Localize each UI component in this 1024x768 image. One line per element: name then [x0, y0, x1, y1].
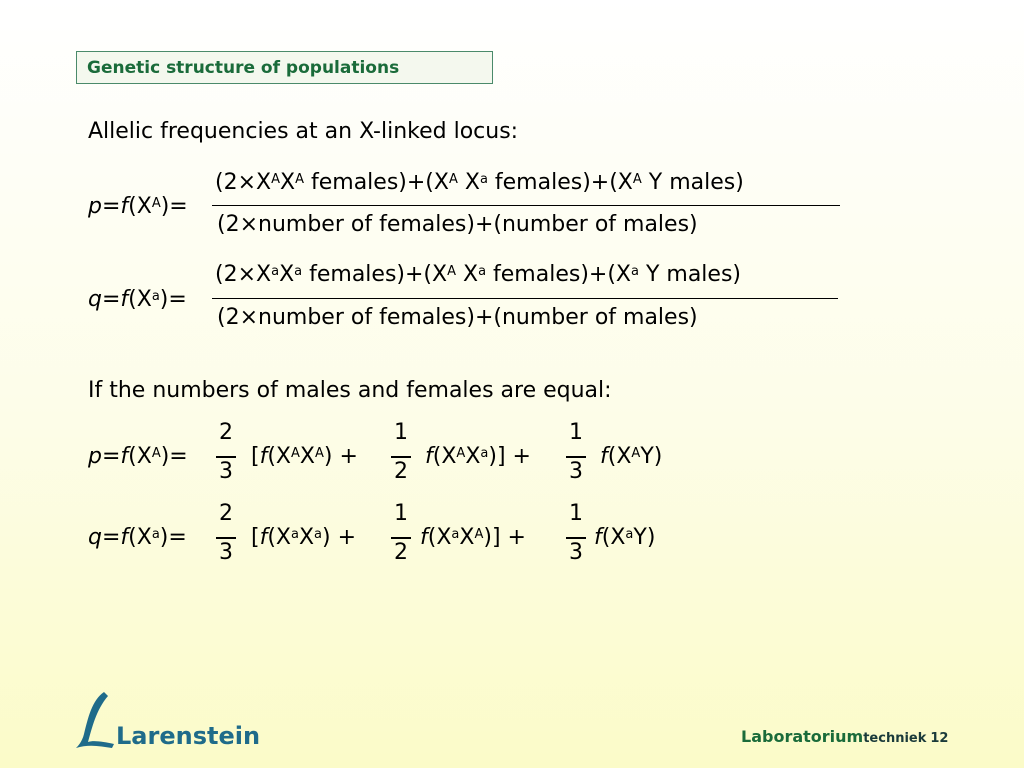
- eq-p2-frac3-den: 3: [569, 459, 583, 484]
- equal-condition-text: If the numbers of males and females are equal:: [88, 378, 612, 403]
- eq-q-numerator: ($2\times X^aX^a$ $females)+(X^A$ $X^a$ $females)+(X^a$ Y males): [215, 262, 741, 287]
- eq-q-lhs: $q=f(X^a)=$: [88, 287, 187, 312]
- eq-q2-frac1-den: 3: [219, 540, 233, 565]
- intro-text: Allelic frequencies at an X-linked locus:: [88, 119, 519, 144]
- eq-p2-frac1-den: 3: [219, 459, 233, 484]
- page-number: 12: [930, 731, 949, 746]
- eq-p2-frac3-num: 1: [569, 420, 583, 445]
- eq-q2-term2: $f(X^aX^A)$] +: [420, 525, 526, 550]
- eq-p2-frac2-bar: [391, 456, 411, 458]
- eq-q2-term3: $f(X^aY)$: [594, 525, 656, 550]
- eq-p2-frac2-den: 2: [394, 459, 408, 484]
- footer-laboratorium: Laboratorium: [741, 727, 864, 746]
- eq-p2-term2: $f(X^AX^a)$] +: [425, 444, 531, 469]
- eq-q2-frac3-bar: [566, 537, 586, 539]
- eq-p2-term3: $f(X^AY)$: [600, 444, 663, 469]
- eq-p2-term1: [$f(X^AX^A)$ +: [251, 444, 358, 469]
- slide-title-box: [76, 51, 493, 84]
- eq-q2-frac1-num: 2: [219, 501, 233, 526]
- footer-techniek: techniek: [863, 731, 927, 746]
- slide-title: Genetic structure of populations: [87, 58, 400, 78]
- eq-q2-term1: [$f(X^aX^a)$ +: [251, 525, 357, 550]
- eq-q2-frac3-den: 3: [569, 540, 583, 565]
- eq-p2-frac3-bar: [566, 456, 586, 458]
- eq-p2-frac2-num: 1: [394, 420, 408, 445]
- eq-p-numerator: ($2\times X^AX^A$ $females)+(X^A$ $X^a$ $females)+(X^A$ Y males): [215, 170, 744, 195]
- eq-q2-frac2-num: 1: [394, 501, 408, 526]
- eq-q-fraction-bar: [212, 298, 838, 299]
- larenstein-logo-icon: [74, 690, 118, 752]
- eq-p-denominator: (2×number of females)+(number of males): [217, 212, 698, 237]
- logo-wordmark: Larenstein: [116, 722, 261, 750]
- footer: [741, 727, 948, 746]
- eq-p2-frac1-bar: [216, 456, 236, 458]
- eq-p-fraction-bar: [212, 205, 840, 206]
- eq-p-lhs: $p=f(X^A)=$: [88, 194, 188, 219]
- eq-p2-frac1-num: 2: [219, 420, 233, 445]
- eq-q-denominator: (2×number of females)+(number of males): [217, 305, 698, 330]
- eq-q2-frac2-bar: [391, 537, 411, 539]
- eq-q2-frac3-num: 1: [569, 501, 583, 526]
- eq-q2-frac2-den: 2: [394, 540, 408, 565]
- eq-p2-lhs: $p=f(X^A)=$: [88, 444, 188, 469]
- eq-q2-frac1-bar: [216, 537, 236, 539]
- eq-q2-lhs: $q=f(X^a)=$: [88, 525, 187, 550]
